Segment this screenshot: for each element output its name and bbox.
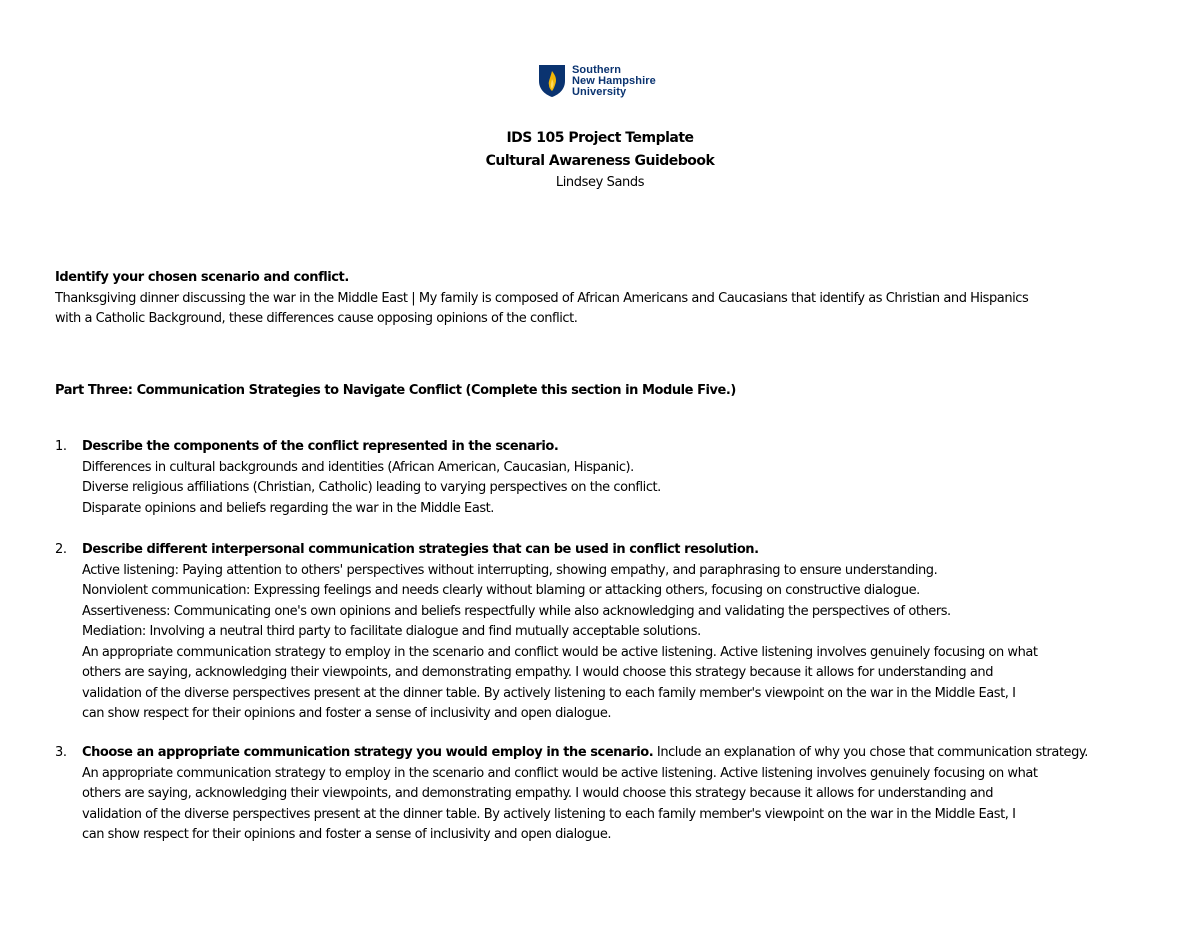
question-prompt: Describe the components of the conflict represented in the scenario.	[82, 439, 559, 454]
question-number: 1.	[55, 439, 67, 454]
logo-line-2: New Hampshire	[572, 74, 656, 87]
author-name: Lindsey Sands	[555, 175, 645, 190]
answer-line: others are saying, acknowledging their viewpoints, and demonstrating empathy. I would choose this strategy because it allows for understanding and	[82, 786, 994, 801]
answer-line: An appropriate communication strategy to employ in the scenario and conflict would be active listening. Active listening involves genuinely focusing on what	[82, 765, 1038, 781]
question-prompt: Choose an appropriate communication strategy you would employ in the scenario.	[82, 745, 654, 760]
document-title: IDS 105 Project Template	[506, 130, 694, 146]
answer-line: Diverse religious affiliations (Christian, Catholic) leading to varying perspectives on the conflict.	[82, 480, 661, 495]
logo-line-3: University	[572, 85, 627, 98]
answer-line: validation of the diverse perspectives present at the dinner table. By actively listening to each family member's viewpoint on the war in the Middle East, I	[82, 685, 1016, 701]
answer-line: An appropriate communication strategy to employ in the scenario and conflict would be active listening. Active listening involves genuinely focusing on what	[82, 644, 1038, 660]
document-subtitle: Cultural Awareness Guidebook	[485, 153, 715, 169]
question-prompt-line	[82, 743, 1145, 764]
answer-line: validation of the diverse perspectives present at the dinner table. By actively listening to each family member's viewpoint on the war in the Middle East, I	[82, 806, 1016, 822]
answer-line: Nonviolent communication: Expressing feelings and needs clearly without blaming or attacking others, focusing on constructive dialogue.	[82, 583, 920, 598]
university-logo	[538, 64, 656, 98]
answer-line: can show respect for their opinions and foster a sense of inclusivity and open dialogue.	[82, 827, 612, 842]
logo-line-1: Southern	[572, 63, 622, 76]
answer-line: Differences in cultural backgrounds and identities (African American, Caucasian, Hispanic).	[82, 459, 634, 475]
scenario-heading: Identify your chosen scenario and conflict.	[55, 270, 349, 285]
question-prompt-suffix: Include an explanation of why you chose that communication strategy.	[653, 745, 1088, 760]
answer-line: Mediation: Involving a neutral third party to facilitate dialogue and find mutually acceptable solutions.	[82, 624, 701, 639]
answer-line: Assertiveness: Communicating one's own opinions and beliefs respectfully while also acknowledging and validating the perspectives of others.	[82, 603, 951, 619]
answer-line: others are saying, acknowledging their viewpoints, and demonstrating empathy. I would choose this strategy because it allows for understanding and	[82, 665, 994, 680]
question-1	[55, 437, 1145, 519]
scenario-section	[55, 268, 1145, 330]
question-number: 3.	[55, 745, 67, 760]
answer-line: Active listening: Paying attention to others' perspectives without interrupting, showing empathy, and paraphrasing to ensure understanding.	[82, 562, 938, 578]
answer-line: can show respect for their opinions and foster a sense of inclusivity and open dialogue.	[82, 706, 612, 721]
logo-wordmark	[572, 65, 656, 98]
question-prompt: Describe different interpersonal communication strategies that can be used in conflict resolution.	[82, 542, 759, 557]
shield-flame-icon	[538, 64, 566, 98]
question-2	[55, 540, 1145, 725]
title-block	[0, 127, 1200, 193]
question-number: 2.	[55, 542, 67, 557]
scenario-line-2: with a Catholic Background, these differences cause opposing opinions of the conflict.	[55, 311, 578, 326]
scenario-line-1: Thanksgiving dinner discussing the war in the Middle East | My family is composed of African Americans and Caucasians that identify as Christian and Hispanics	[55, 290, 1029, 306]
question-3	[55, 743, 1145, 846]
part-three-heading: Part Three: Communication Strategies to Navigate Conflict (Complete this section in Module Five.)	[55, 383, 736, 398]
answer-line: Disparate opinions and beliefs regarding the war in the Middle East.	[82, 500, 494, 516]
